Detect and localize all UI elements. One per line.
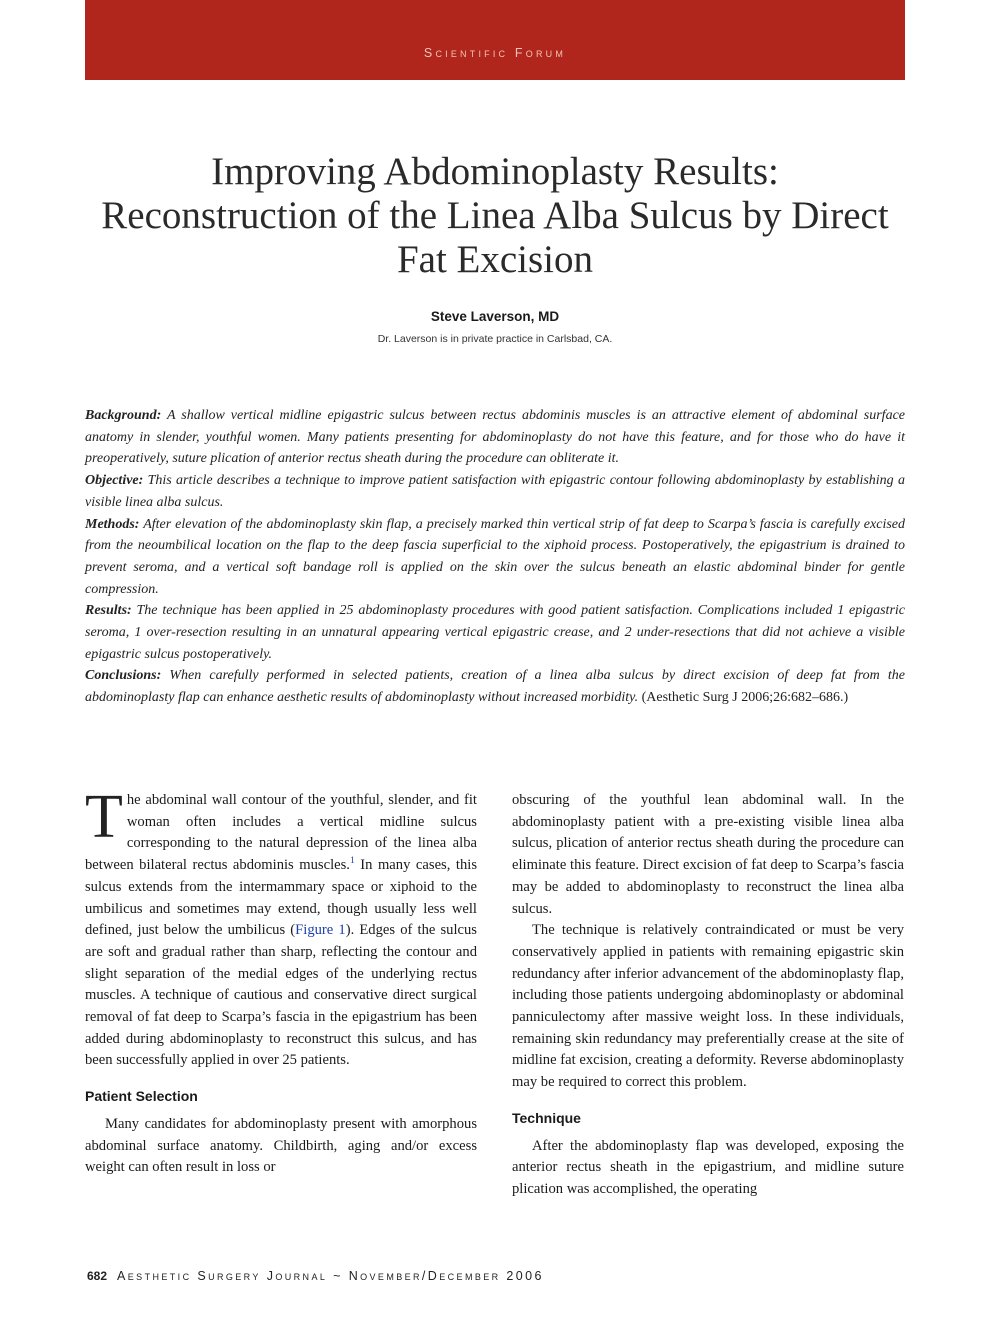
abstract-label: Background: xyxy=(85,408,162,423)
section-label: Scientific Forum xyxy=(423,46,567,60)
abstract-text: A shallow vertical midline epigastric sulcus between rectus abdominis muscles is an attractive element of abdominal surface anatomy in slender, youthful women. Many patients presenting for abdominoplasty do not have this feature, and for those who do have it preoperatively, suture plication of anterior rectus sheath during the procedure can obliterate it. xyxy=(85,408,905,467)
intro-text: In many cases, this sulcus extends from the intermammary space or xiphoid to the umbilicus and sometimes may extend, though usually less well defined, just below the umbilicus ( xyxy=(85,857,478,939)
section-heading-patient-selection: Patient Selection xyxy=(85,1088,198,1105)
author-affiliation: Dr. Laverson is in private practice in Carlsbad, CA. xyxy=(377,333,613,345)
intro-paragraph xyxy=(85,783,478,1072)
right-paragraph: obscuring of the youthful lean abdominal wall. In the abdominoplasty patient with a pre-existing visible linea alba sulcus, plication of anterior rectus sheath during the procedure can eliminate this feature. Direct excision of fat deep to Scarpa’s fascia may be added to abdominoplasty to reconstruct the linea alba sulcus. xyxy=(512,792,904,917)
abstract-objective xyxy=(85,470,905,513)
technique-paragraph: After the abdominoplasty flap was developed, exposing the anterior rectus sheath in the epigastrium, and midline suture plication was accomplished, the operating xyxy=(512,1137,904,1197)
abstract-text: The technique has been applied in 25 abdominoplasty procedures with good patient satisfaction. Complications included 1 epigastric seroma, 1 over-resection resulting in an unnatural appearing vertical epigastric crease, and 2 under-resections that did not achieve a visible epigastric sulcus postoperatively. xyxy=(85,603,905,662)
abstract-conclusions xyxy=(85,665,905,708)
page-number: 682 xyxy=(87,1269,108,1283)
abstract-results xyxy=(85,600,905,665)
abstract-text: After elevation of the abdominoplasty skin flap, a precisely marked thin vertical strip of fat deep to Scarpa’s fascia is carefully excised from the neoumbilical location on the flap to the deep fascia superficial to the xiphoid process. Postoperatively, the epigastrium is drained to prevent seroma, and a vertical soft bandage roll is applied on the skin over the sulcus beneath an elastic abdominal binder for gentle compression. xyxy=(85,516,905,597)
figure-link[interactable]: Figure 1 xyxy=(295,922,346,939)
article-title xyxy=(85,150,905,282)
section-banner xyxy=(85,0,905,80)
abstract-citation: (Aesthetic Surg J 2006;26:682–686.) xyxy=(638,690,849,706)
patient-selection-paragraph: Many candidates for abdominoplasty present with amorphous abdominal surface anatomy. Childbirth, aging and/or excess weight can often result in loss or xyxy=(85,1115,477,1176)
author-name: Steve Laverson, MD xyxy=(430,309,560,324)
abstract-background xyxy=(85,405,905,470)
abstract-label: Conclusions: xyxy=(85,668,162,684)
reference-superscript[interactable]: 1 xyxy=(349,856,355,867)
abstract-text: This article describes a technique to improve patient satisfaction with epigastric contour following abdominoplasty by establishing a visible linea alba sulcus. xyxy=(85,473,905,510)
abstract-label: Results: xyxy=(85,603,132,619)
title-line: Improving Abdominoplasty Results: xyxy=(211,150,779,193)
section-heading-technique: Technique xyxy=(512,1109,581,1126)
drop-cap: T xyxy=(85,783,123,851)
title-line: Fat Excision xyxy=(396,238,594,281)
abstract-label: Objective: xyxy=(85,473,144,489)
abstract-label: Methods: xyxy=(85,516,140,532)
abstract-text: When carefully performed in selected patients, creation of a linea alba sulcus by direct excision of deep fat from the abdominoplasty flap can enhance aesthetic results of abdominoplasty without increased morbidity. xyxy=(85,668,905,706)
right-paragraph: The technique is relatively contraindicated or must be very conservatively applied in patients with remaining epigastric skin redundancy after inferior advancement of the abdominoplasty flap, including those patients undergoing abdominoplasty or abdominal panniculectomy after massive weight loss. In these individuals, remaining skin redundancy may preferentially crease at the site of midline fat excision, creating a deformity. Reverse abdominoplasty may be required to correct this problem. xyxy=(512,922,904,1091)
intro-text: he abdominal wall contour of the youthful, slender, and fit woman often includes a vertical midline sulcus corresponding to the natural depression of the linea alba between bilateral rectus abdominis muscles. xyxy=(85,792,477,874)
abstract xyxy=(85,405,905,709)
body-column-left xyxy=(85,783,478,1179)
journal-name: Aesthetic Surgery Journal ~ November/December 2006 xyxy=(117,1269,544,1283)
title-line: Reconstruction of the Linea Alba Sulcus by Direct xyxy=(101,194,889,237)
page-footer xyxy=(87,1269,907,1283)
intro-text: ). Edges of the sulcus are soft and gradual rather than sharp, reflecting the contour and slight separation of the medial edges of the underlying rectus muscles. A technique of cautious and conservative direct surgical removal of fat deep to Scarpa’s fascia in the epigastrium has been added during abdominoplasty to reconstruct this sulcus, and has been successfully applied in over 25 patients. xyxy=(85,922,477,1069)
body-column-right xyxy=(512,790,904,1201)
abstract-methods xyxy=(85,514,905,601)
